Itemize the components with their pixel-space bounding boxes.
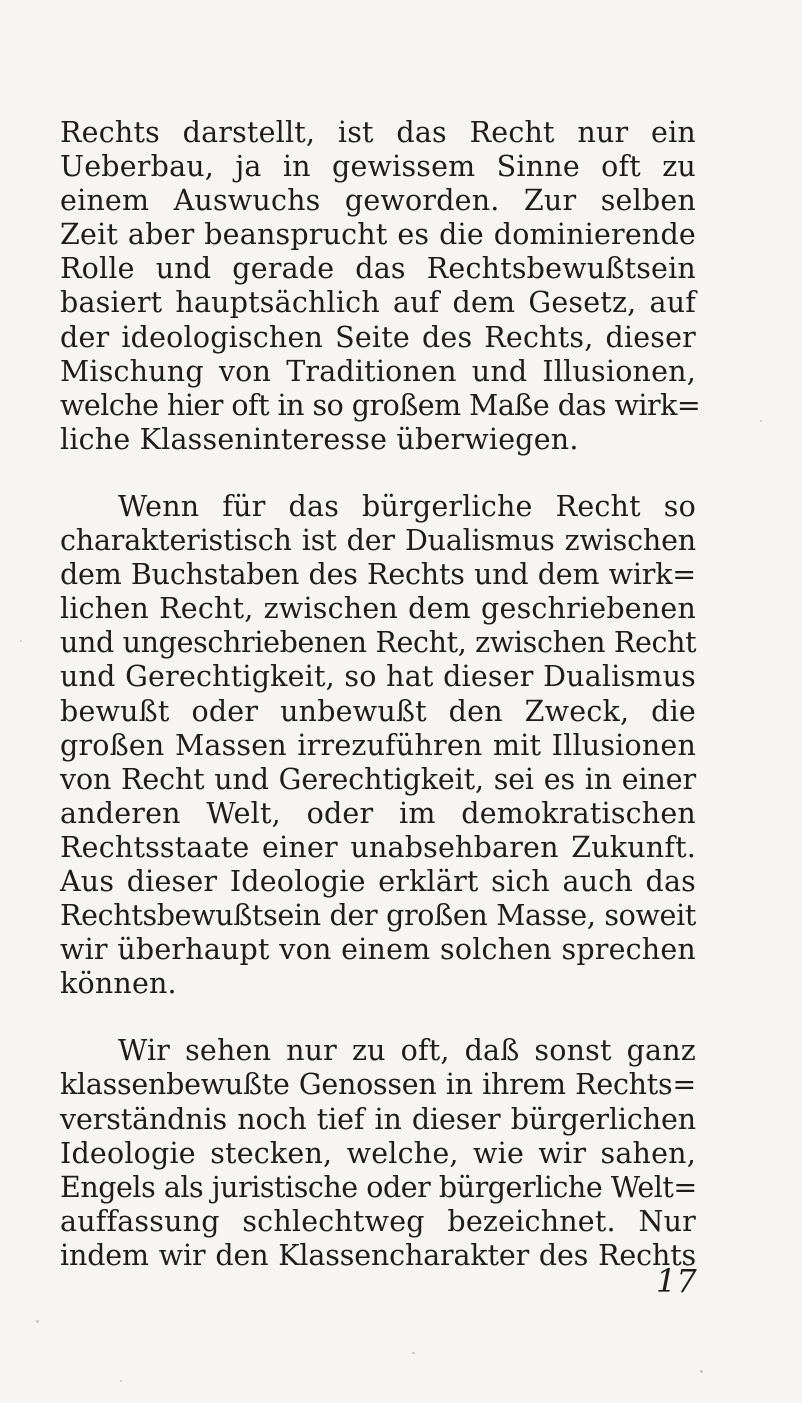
- paragraph-3: [60, 1034, 696, 1273]
- scan-speck: [20, 640, 22, 642]
- text-line: Aus dieser Ideologie erklärt sich auch das: [60, 864, 696, 898]
- text-line: dem Buchstaben des Rechts und dem wirk=: [60, 558, 696, 592]
- text-line: Zeit aber beansprucht es die dominierende: [60, 218, 696, 252]
- text-line: Rechtsstaate einer unabsehbaren Zukunft.: [60, 830, 696, 864]
- page-number: 17: [656, 1262, 697, 1300]
- text-line: Engels als juristische oder bürgerliche Welt=: [60, 1170, 697, 1204]
- text-line: basiert hauptsächlich auf dem Gesetz, auf: [60, 286, 696, 320]
- scan-speck: [120, 1380, 122, 1382]
- text-line: charakteristisch ist der Dualismus zwischen: [60, 524, 696, 558]
- paragraph-gap: [60, 457, 696, 490]
- scan-speck: [760, 420, 762, 422]
- text-line: großen Massen irrezuführen mit Illusionen: [60, 728, 696, 762]
- paragraph-gap: [60, 1001, 696, 1034]
- text-line: Rechtsbewußtsein der großen Masse, soweit: [60, 899, 696, 933]
- paragraph-2: [60, 490, 696, 1001]
- text-line: und ungeschriebenen Recht, zwischen Recht: [60, 626, 697, 660]
- text-line: Mischung von Traditionen und Illusionen,: [60, 354, 696, 388]
- text-line: von Recht und Gerechtigkeit, sei es in einer: [60, 762, 696, 796]
- scan-speck: [700, 1370, 703, 1373]
- paragraph-1: [60, 116, 701, 457]
- text-line: anderen Welt, oder im demokratischen: [60, 796, 696, 830]
- text-line: einem Auswuchs geworden. Zur selben: [60, 184, 696, 218]
- text-line: der ideologischen Seite des Rechts, dieser: [60, 320, 696, 354]
- text-line: indem wir den Klassencharakter des Rechts: [60, 1238, 696, 1272]
- text-line: Wenn für das bürgerliche Recht so: [118, 489, 696, 523]
- text-line: klassenbewußte Genossen in ihrem Rechts=: [60, 1068, 696, 1102]
- text-line: Rechts darstellt, ist das Recht nur ein: [60, 116, 696, 149]
- scan-speck: [36, 1320, 39, 1323]
- text-line: auffassung schlechtweg bezeichnet. Nur: [60, 1204, 696, 1238]
- text-line: bewußt oder unbewußt den Zweck, die: [60, 694, 696, 728]
- text-line: und Gerechtigkeit, so hat dieser Dualismus: [60, 660, 696, 694]
- text-line: welche hier oft in so großem Maße das wirk=: [60, 388, 701, 422]
- text-line: liche Klasseninteresse überwiegen.: [60, 422, 579, 456]
- text-line: Wir sehen nur zu oft, daß sonst ganz: [118, 1034, 696, 1068]
- text-line: Rolle und gerade das Rechtsbewußtsein: [60, 252, 696, 286]
- text-line: können.: [60, 967, 177, 1001]
- text-line: verständnis noch tief in dieser bürgerlichen: [60, 1102, 696, 1136]
- text-line: lichen Recht, zwischen dem geschriebenen: [60, 592, 696, 626]
- body-text: [60, 116, 701, 1273]
- text-line: Ueberbau, ja in gewissem Sinne oft zu: [60, 150, 696, 184]
- text-line: Ideologie stecken, welche, wie wir sahen,: [60, 1136, 696, 1170]
- text-line: wir überhaupt von einem solchen sprechen: [60, 933, 696, 967]
- scan-speck: [412, 1352, 415, 1354]
